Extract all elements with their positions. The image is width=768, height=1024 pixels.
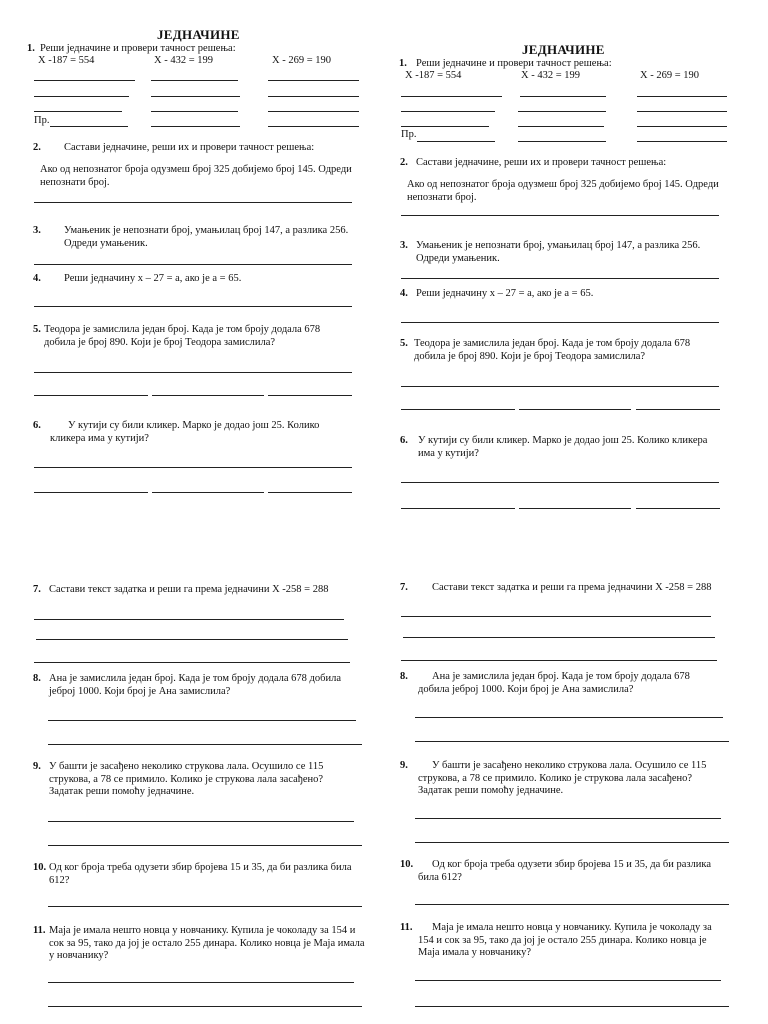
answer-line[interactable] — [518, 141, 606, 142]
answer-line[interactable] — [637, 141, 727, 142]
equation: X -187 = 554 — [38, 55, 95, 66]
answer-line[interactable] — [417, 141, 495, 142]
check-label: Пр. — [34, 115, 50, 126]
answer-line[interactable] — [151, 80, 238, 81]
task-number: 8. — [400, 671, 408, 682]
task-text: У кутији су били кликер. Марко је додао још 25. Колико кликера има у кутији? — [418, 435, 708, 459]
answer-line[interactable] — [268, 80, 359, 81]
task-text: Ана је замислила један број. Када је том броју додала 678 добила јеброј 1000. Који број је Ана замислила? — [418, 671, 690, 695]
equation: X - 432 = 199 — [154, 55, 214, 66]
answer-line[interactable] — [415, 818, 721, 819]
answer-line[interactable] — [34, 662, 350, 663]
answer-line[interactable] — [637, 111, 727, 112]
task-number: 1. — [27, 43, 35, 54]
task-number: 4. — [400, 288, 408, 299]
task-text: Умањеник је непознати број, умањилац број 147, а разлика 256. Одреди умањеник. — [64, 225, 349, 249]
task-number: 10. — [400, 859, 414, 870]
task-number: 5. — [400, 338, 408, 349]
answer-line[interactable] — [401, 616, 711, 617]
answer-line[interactable] — [48, 821, 354, 822]
answer-line[interactable] — [518, 126, 604, 127]
task-number: 9. — [400, 760, 408, 771]
answer-line[interactable] — [636, 409, 720, 410]
task-text: Реши једначину x – 27 = a, ако је a = 65. — [64, 273, 242, 284]
answer-line[interactable] — [48, 744, 362, 745]
task-number: 6. — [400, 435, 408, 446]
task-text: Састави једначине, реши их и провери тачност решења: — [64, 142, 315, 153]
answer-line[interactable] — [34, 492, 148, 493]
answer-line[interactable] — [268, 126, 359, 127]
answer-line[interactable] — [401, 111, 495, 112]
answer-line[interactable] — [415, 842, 729, 843]
answer-line[interactable] — [637, 96, 727, 97]
task-number: 10. — [33, 862, 47, 873]
answer-line[interactable] — [268, 492, 352, 493]
task-text: У кутији су били кликер. Марко је додао још 25. Колико кликера има у кутији? — [50, 420, 320, 444]
answer-line[interactable] — [151, 126, 240, 127]
answer-line[interactable] — [415, 717, 723, 718]
answer-line[interactable] — [636, 508, 720, 509]
answer-line[interactable] — [415, 904, 729, 905]
task-number: 9. — [33, 761, 41, 772]
answer-line[interactable] — [34, 395, 148, 396]
answer-line[interactable] — [34, 202, 352, 203]
equation: X - 432 = 199 — [521, 70, 581, 81]
answer-line[interactable] — [401, 660, 717, 661]
task-number: 8. — [33, 673, 41, 684]
answer-line[interactable] — [34, 467, 352, 468]
task-text: Теодора је замислила један број. Када је том броју додала 678 добила је број 890. Који је број Теодора замислила? — [44, 324, 321, 348]
task-text: Састави једначине, реши их и провери тачност решења: — [416, 157, 667, 168]
answer-line[interactable] — [519, 409, 631, 410]
equation: X -187 = 554 — [405, 70, 462, 81]
answer-line[interactable] — [151, 96, 240, 97]
answer-line[interactable] — [48, 720, 356, 721]
answer-line[interactable] — [48, 906, 362, 907]
task-number: 5. — [33, 324, 41, 335]
answer-line[interactable] — [401, 508, 515, 509]
answer-line[interactable] — [519, 508, 631, 509]
answer-line[interactable] — [520, 96, 606, 97]
task-text: Ана је замислила један број. Када је том броју додала 678 добила јеброј 1000. Који број је Ана замислила? — [49, 673, 342, 697]
answer-line[interactable] — [48, 1006, 362, 1007]
answer-line[interactable] — [415, 1006, 729, 1007]
answer-line[interactable] — [34, 372, 352, 373]
answer-line[interactable] — [518, 111, 606, 112]
task-text: Маја је имала нешто новца у новчанику. Купила је чоколаду за 154 и сок за 95, тако да јој је остало 255 динара. Колико новца је Маја имала у новчанику? — [418, 922, 712, 958]
task-text: Реши једначину x – 27 = a, ако је a = 65. — [416, 288, 594, 299]
answer-line[interactable] — [401, 482, 719, 483]
answer-line[interactable] — [151, 111, 238, 112]
answer-line[interactable] — [34, 306, 352, 307]
answer-line[interactable] — [401, 126, 489, 127]
task-number: 4. — [33, 273, 41, 284]
answer-line[interactable] — [401, 409, 515, 410]
answer-line[interactable] — [48, 982, 354, 983]
check-label: Пр. — [401, 129, 417, 140]
task-number: 1. — [399, 58, 407, 69]
equation: X - 269 = 190 — [272, 55, 332, 66]
task-text: Од ког броја треба одузети збир бројева 15 и 35, да би разлика била 612? — [418, 859, 712, 883]
task-number: 11. — [400, 922, 413, 933]
task-text: Састави текст задатка и реши га према једначини X -258 = 288 — [49, 584, 329, 595]
answer-line[interactable] — [637, 126, 727, 127]
task-text: Састави текст задатка и реши га према једначини X -258 = 288 — [432, 582, 712, 593]
answer-line[interactable] — [401, 322, 719, 323]
task-number: 7. — [400, 582, 408, 593]
answer-line[interactable] — [34, 80, 135, 81]
answer-line[interactable] — [403, 637, 715, 638]
page-title: ЈЕДНАЧИНЕ — [157, 27, 240, 42]
task-text: Умањеник је непознати број, умањилац број 147, а разлика 256. Одреди умањеник. — [416, 240, 701, 264]
task-number: 2. — [400, 157, 408, 168]
answer-line[interactable] — [34, 96, 129, 97]
answer-line[interactable] — [401, 215, 719, 216]
task-text: У башти је засађено неколико струкова лала. Осушило се 115 струкова, а 78 се примило. Колико је струкова лала засађено? Задатак реши помоћу једначине. — [418, 760, 707, 796]
answer-line[interactable] — [268, 96, 359, 97]
task-text: У башти је засађено неколико струкова лала. Осушило се 115 струкова, а 78 се примило. Колико је струкова лала засађено? Задатак реши помоћу једначине. — [49, 761, 324, 797]
answer-line[interactable] — [415, 741, 729, 742]
answer-line[interactable] — [34, 619, 344, 620]
task-number: 11. — [33, 925, 46, 936]
answer-line[interactable] — [401, 278, 719, 279]
page-title: ЈЕДНАЧИНЕ — [522, 42, 605, 57]
answer-line[interactable] — [268, 111, 359, 112]
answer-line[interactable] — [401, 386, 719, 387]
answer-line[interactable] — [34, 111, 122, 112]
answer-line[interactable] — [152, 395, 264, 396]
answer-line[interactable] — [50, 126, 128, 127]
equation: X - 269 = 190 — [640, 70, 700, 81]
task-number: 3. — [33, 225, 41, 236]
task-body: Ако од непознатог броја одузмеш број 325 добијемо број 145. Одреди непознати број. — [40, 164, 352, 188]
answer-line[interactable] — [48, 845, 362, 846]
task-number: 3. — [400, 240, 408, 251]
answer-line[interactable] — [152, 492, 264, 493]
task-text: Од ког броја треба одузети збир бројева 15 и 35, да би разлика била 612? — [49, 862, 352, 886]
answer-line[interactable] — [34, 264, 352, 265]
answer-line[interactable] — [36, 639, 348, 640]
task-number: 7. — [33, 584, 41, 595]
task-text: Реши једначине и провери тачност решења: — [40, 43, 236, 54]
answer-line[interactable] — [401, 96, 502, 97]
task-number: 2. — [33, 142, 41, 153]
task-text: Маја је имала нешто новца у новчанику. Купила је чоколаду за 154 и сок за 95, тако да јој је остало 255 динара. Колико новца је Маја имала у новчанику? — [49, 925, 365, 961]
task-text: Теодора је замислила један број. Када је том броју додала 678 добила је број 890. Који је број Теодора замислила? — [414, 338, 691, 362]
answer-line[interactable] — [415, 980, 721, 981]
task-body: Ако од непознатог броја одузмеш број 325 добијемо број 145. Одреди непознати број. — [407, 179, 719, 203]
task-text: Реши једначине и провери тачност решења: — [416, 58, 612, 69]
answer-line[interactable] — [268, 395, 352, 396]
task-number: 6. — [33, 420, 41, 431]
